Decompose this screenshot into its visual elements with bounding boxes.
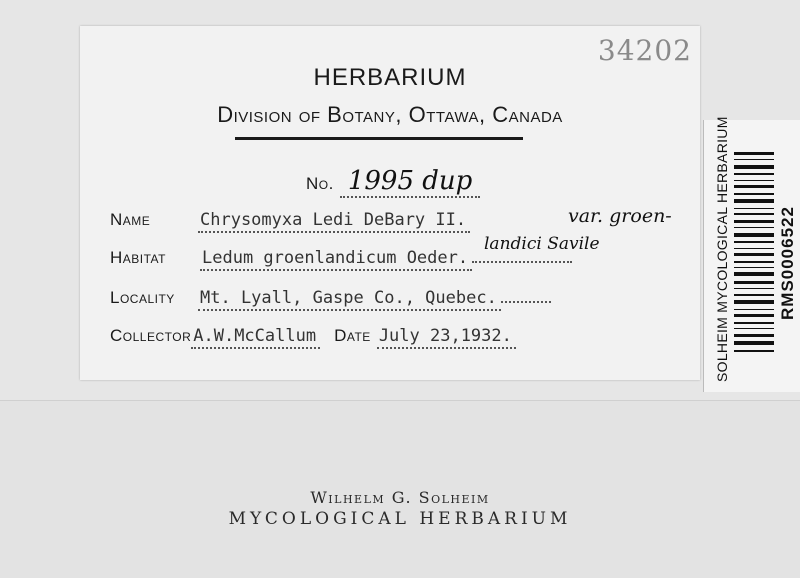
locality-dots (501, 301, 551, 303)
name-label: Name (110, 210, 151, 229)
collector-label: Collector (110, 326, 192, 345)
date-label: Date (334, 326, 371, 345)
name-annotation-line2: landici Savile (484, 234, 600, 254)
name-annotation-line1: var. groen- (568, 205, 672, 227)
locality-field (110, 288, 551, 311)
number-value: 1995 dup (340, 166, 480, 198)
habitat-label: Habitat (110, 248, 167, 267)
label-subtitle: Division of Botany, Ottawa, Canada (217, 102, 563, 127)
collector-field (110, 326, 516, 349)
barcode-label (703, 116, 800, 392)
barcode-bars (734, 152, 774, 352)
accession-number: 34202 (597, 34, 692, 67)
title-rule (235, 137, 523, 140)
habitat-dots (472, 261, 572, 263)
habitat-field (110, 248, 572, 271)
number-label: No. (306, 174, 334, 193)
footer-name: Wilhelm G. Solheim (310, 488, 490, 507)
barcode-herbarium-name: SOLHEIM MYCOLOGICAL HERBARIUM (714, 116, 730, 382)
locality-value: Mt. Lyall, Gaspe Co., Quebec. (198, 288, 501, 311)
label-title: HERBARIUM (313, 64, 467, 91)
name-field (110, 210, 470, 233)
name-value: Chrysomyxa Ledi DeBary II. (198, 210, 470, 233)
locality-label: Locality (110, 288, 175, 307)
barcode-specimen-id: RMS0006522 (778, 206, 797, 320)
number-field (306, 166, 480, 198)
collector-value: A.W.McCallum (191, 326, 320, 349)
date-value: July 23,1932. (377, 326, 516, 349)
specimen-label (80, 26, 700, 380)
footer-herbarium: MYCOLOGICAL HERBARIUM (228, 509, 572, 529)
herbarium-footer (0, 488, 800, 529)
habitat-value: Ledum groenlandicum Oeder. (200, 248, 472, 271)
